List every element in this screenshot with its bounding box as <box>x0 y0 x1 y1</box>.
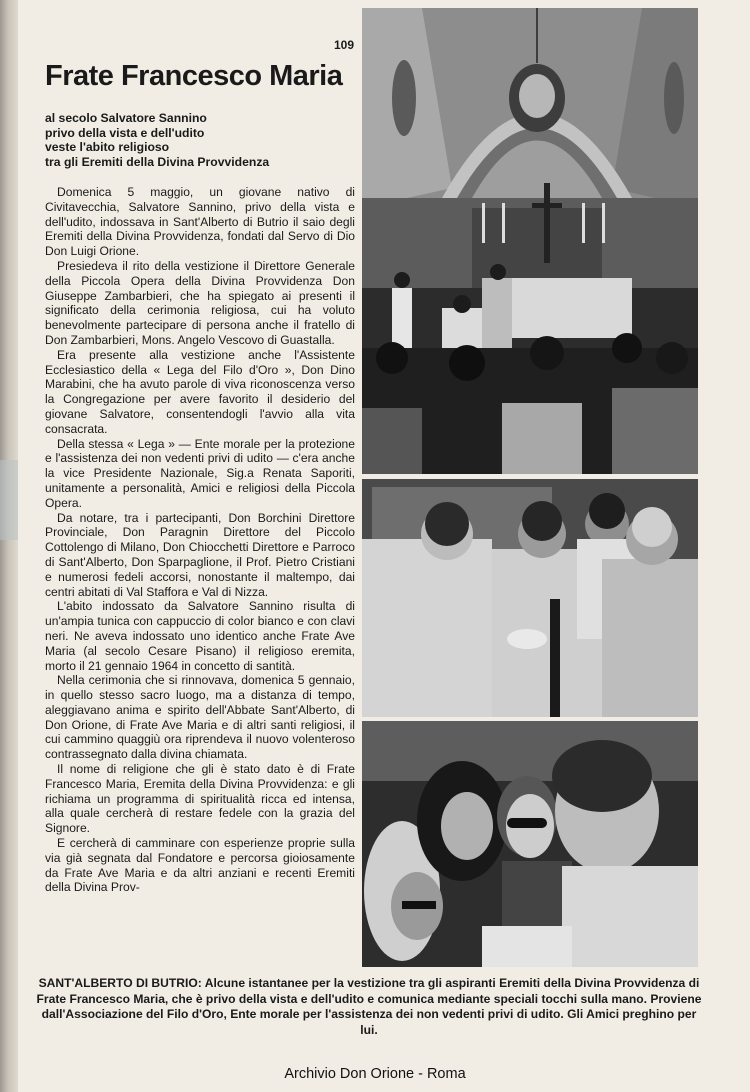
body-paragraph: Il nome di religione che gli è stato dato è di Frate Francesco Maria, Eremita della Divina Provvidenza: e gli richiama un programma di spiritualità ricca ed intensa, alla quale cercherà di restare fedele con la grazia del Signore. <box>45 762 355 836</box>
page-edge-tab <box>0 460 20 540</box>
subtitle-line: tra gli Eremiti della Divina Provvidenza <box>45 154 270 169</box>
photo-caption: SANT'ALBERTO DI BUTRIO: Alcune istantanee per la vestizione tra gli aspiranti Eremiti della Divina Provvidenza di Frate Francesco Maria, che è privo della vista e dell'udito e comunica mediante speciali tocchi sulla mano. Proviene dall'Associazione del Filo d'Oro, Ente morale per l'assistenza dei non vedenti privi di udito. Gli Amici preghino per lui. <box>36 976 702 1037</box>
article-body <box>45 185 355 965</box>
body-paragraph: E cercherà di camminare con esperienze proprie sulla via già segnata dal Fondatore e percorsa gioiosamente da Frate Ave Maria e da altri anziani e recenti Eremiti della Divina Prov- <box>45 836 355 895</box>
archive-footer: Archivio Don Orione - Roma <box>284 1066 466 1082</box>
body-paragraph: Della stessa « Lega » — Ente morale per la protezione e l'assistenza dei non vedenti privi di udito — c'era anche la vice Presidente Nazionale, Sig.a Renata Saporiti, unitamente a personalità, Amici e religiosi della Piccola Opera. <box>45 436 355 510</box>
body-paragraph: Domenica 5 maggio, un giovane nativo di Civitavecchia, Salvatore Sannino, privo della vista e dell'udito, indossava in Sant'Alberto di Butrio il saio degli Eremiti della Divina Provvidenza, fondati dal Servo di Dio Don Luigi Orione. <box>45 185 355 259</box>
subtitle-line: al secolo Salvatore Sannino <box>45 111 207 125</box>
page-number: 109 <box>334 38 355 52</box>
vestition-ceremony-photo <box>362 479 698 717</box>
ceremony-illustration <box>362 479 698 717</box>
body-paragraph: Era presente alla vestizione anche l'Assistente Ecclesiastico della « Lega del Filo d'Oro », Don Dino Marabini, che ha avuto parole di viva riconoscenza verso la Congregazione per avere favorito il desiderio del giovane Salvatore, consentendogli l'avvio alla vita consacrata. <box>45 347 355 436</box>
article-title: Frate Francesco Maria <box>45 60 343 92</box>
body-paragraph: Da notare, tra i partecipanti, Don Borchini Direttore Provinciale, Don Paragnin Direttore del Piccolo Cottolengo di Milano, Don Chiocchetti Direttore e Parroco di Sant'Alberto, Don Sparpaglione, il Prof. Pietro Cristiani e numerosi fedeli accorsi, nonostante il maltempo, dai centri abitati di Val Staffora e Val di Nizza. <box>45 510 355 599</box>
body-paragraph: L'abito indossato da Salvatore Sannino risulta di un'ampia tunica con cappuccio di color bianco e con clavi neri. Ne aveva indossato uno identico anche Frate Ave Maria (al secolo Cesare Pisano) il religioso eremita, morto il 21 gennaio 1964 in concetto di santità. <box>45 599 355 673</box>
body-paragraph: Nella cerimonia che si rinnovava, domenica 5 gennaio, in quello stesso sacro luogo, ma a distanza di tempo, aleggiavano anima e spirito dell'Abbate Sant'Alberto, di Don Orione, di Frate Ave Maria e di altri santi religiosi, il cui cammino quaggiù ora riprendeva il nuovo volenteroso contrassegnato dalla divina chiamata. <box>45 673 355 762</box>
subtitle-line: privo della vista e dell'udito <box>45 125 205 140</box>
church-interior-illustration <box>362 8 698 474</box>
book-spine-shadow <box>0 0 18 1092</box>
church-interior-photo <box>362 8 698 474</box>
subtitle-line: veste l'abito religioso <box>45 140 170 154</box>
participants-photo <box>362 721 698 967</box>
body-paragraph: Presiedeva il rito della vestizione il Direttore Generale della Piccola Opera della Divina Provvidenza Don Giuseppe Zambarbieri, che ha spiegato ai presenti il significato della cerimonia religiosa, cui ha voluto benevolmente partecipare di persona anche il fratello di Don Zambarbieri, Mons. Angelo Vescovo di Guastalla. <box>45 258 355 347</box>
participants-illustration <box>362 721 698 967</box>
article-subtitle <box>45 111 360 169</box>
